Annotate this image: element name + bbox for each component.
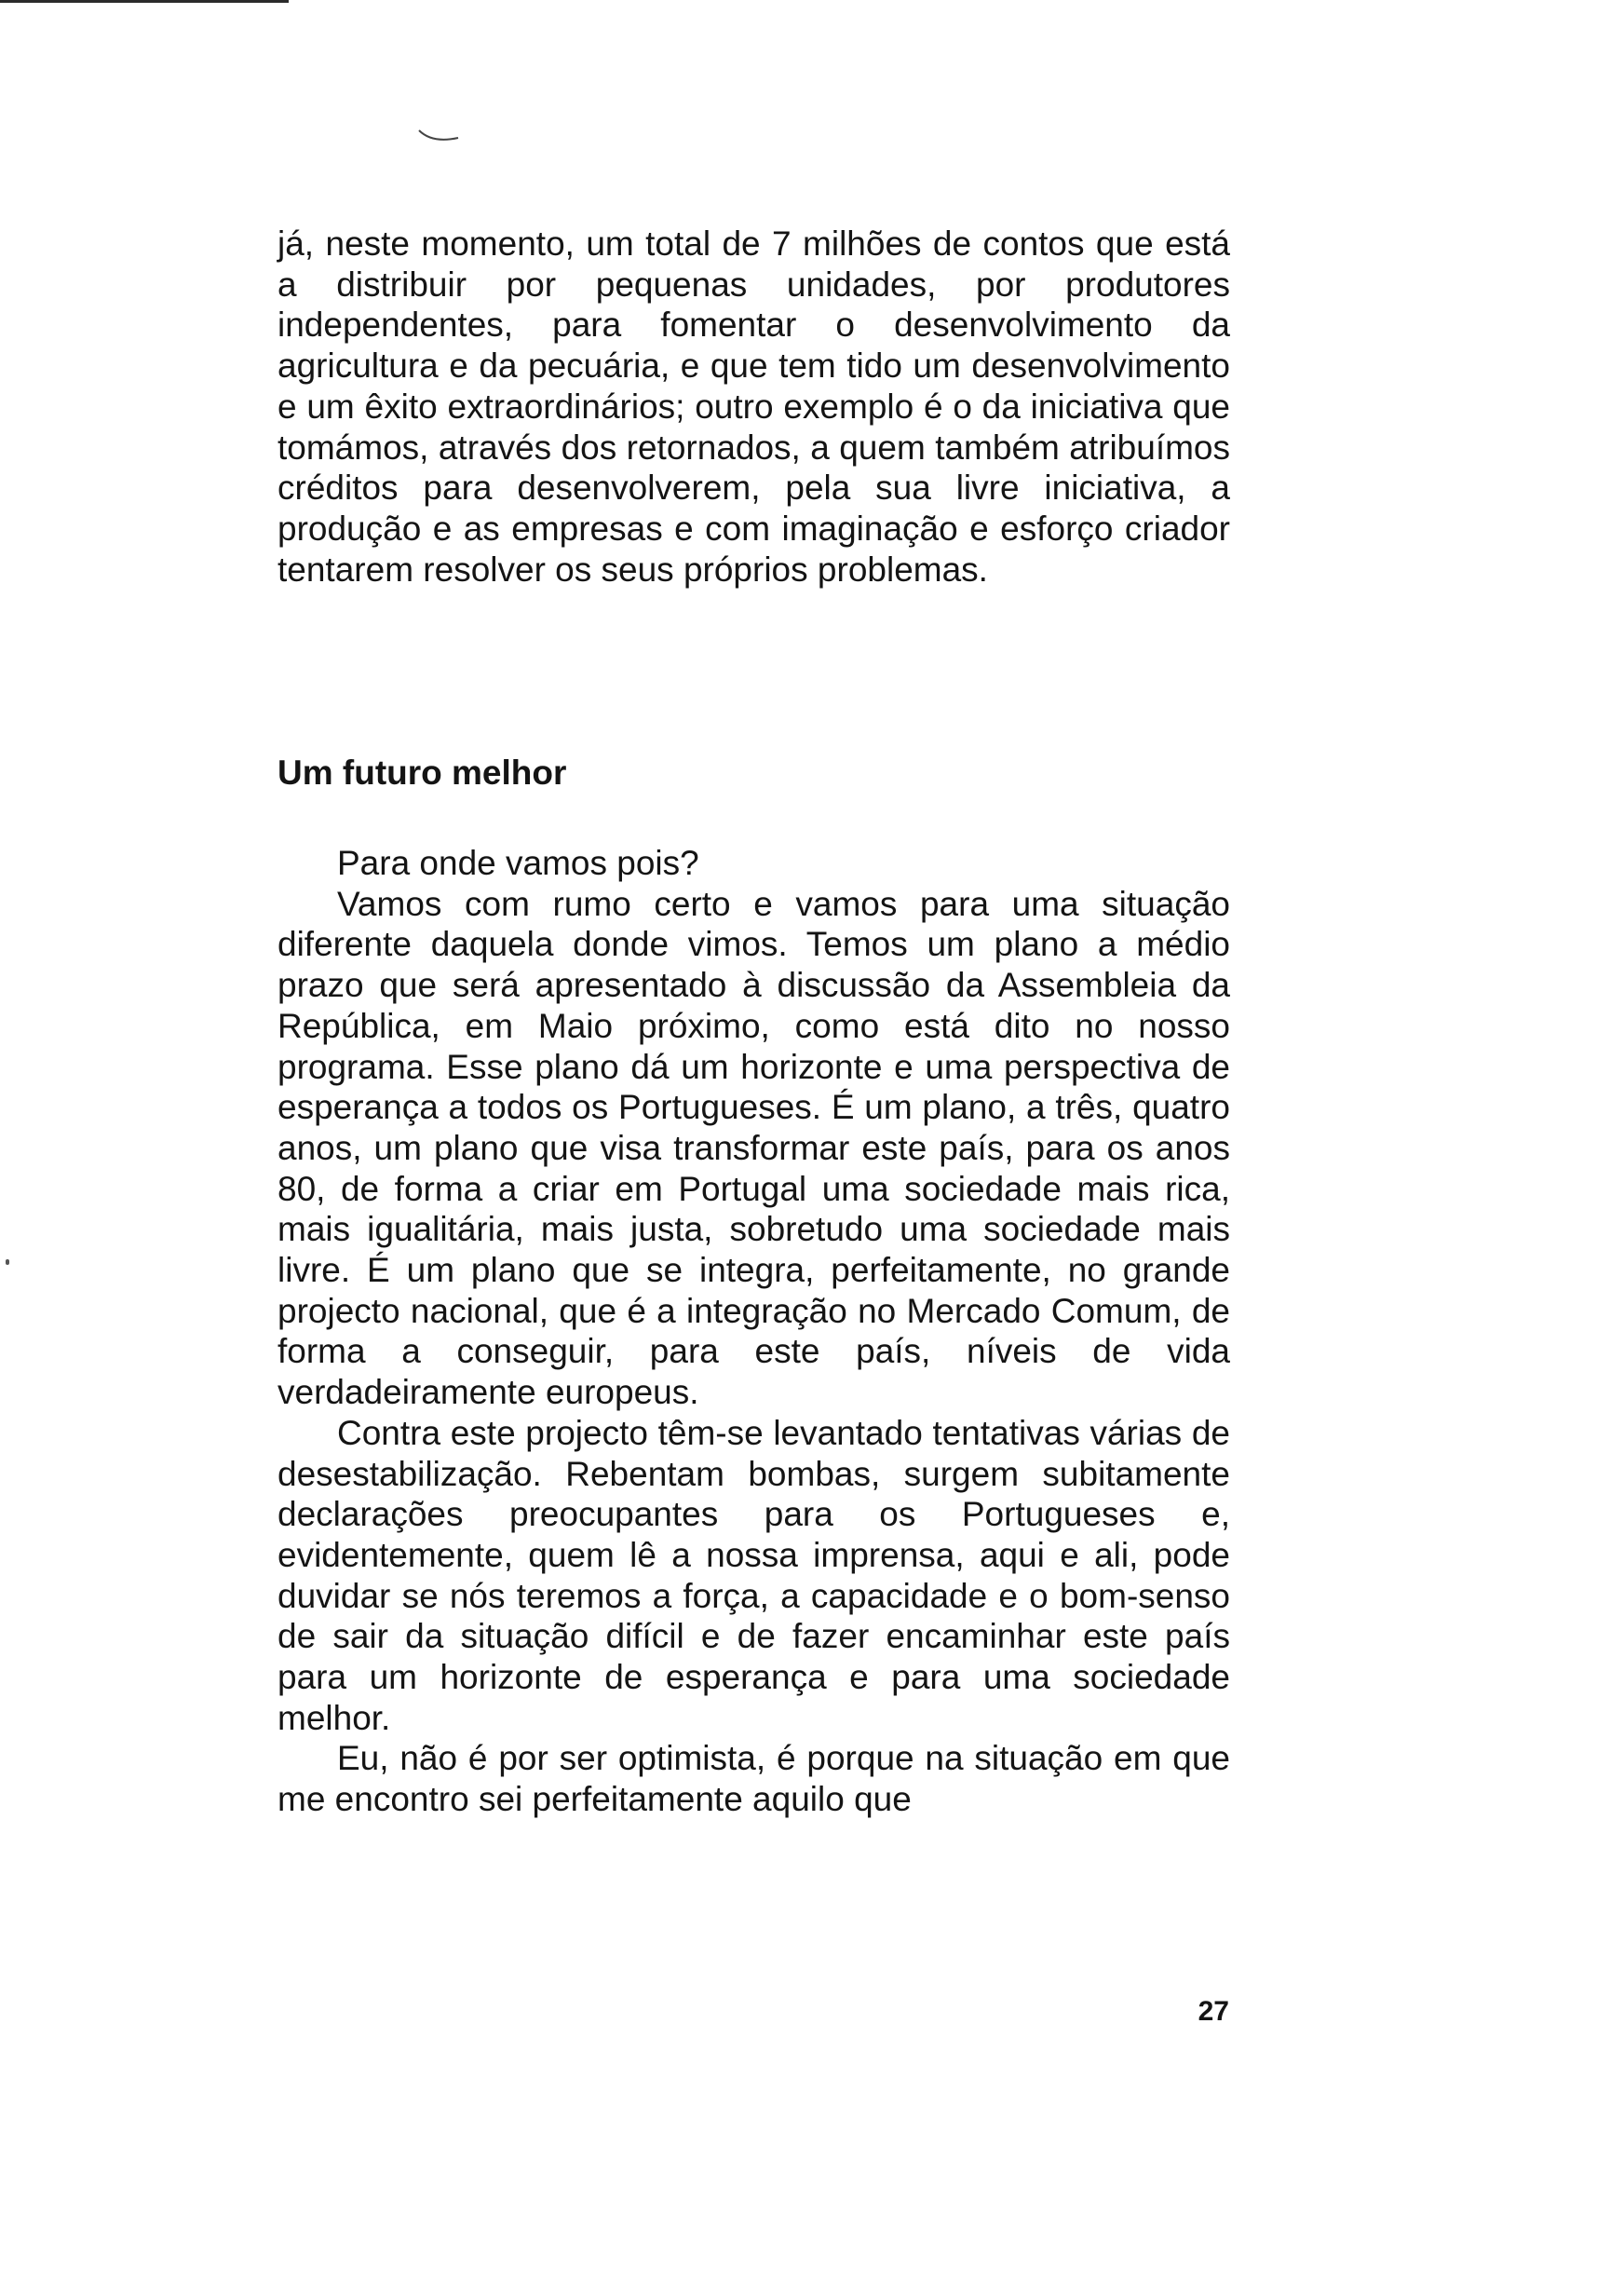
page-number: 27: [1198, 1996, 1229, 2027]
paragraph-closing: Eu, não é por ser optimista, é porque na situação em que me encontro sei perfeitamente aquilo que: [277, 1739, 1230, 1819]
top-edge-rule: [0, 0, 289, 3]
opening-paragraph: já, neste momento, um total de 7 milhões de contos que está a distribuir por pequenas unidades, por produtores independentes, para fomentar o desenvolvimento da agricultura e da pecuária, e que tem tido um desenvolvimento e um êxito extraordinários; outro exemplo é o da iniciativa que tomámos, através dos retornados, a quem também atribuímos créditos para desenvolverem, pela sua livre iniciativa, a produção e as empresas e com imaginação e esforço criador tentarem resolver os seus próprios problemas.: [277, 224, 1230, 589]
section-heading: Um futuro melhor: [277, 754, 567, 792]
section-text-block: [277, 843, 1230, 1820]
paragraph-destabilization: Contra este projecto têm-se levantado tentativas várias de desestabilização. Rebentam bombas, surgem subitamente declarações preocupantes para os Portugueses e, evidentemente, quem lê a nossa imprensa, aqui e ali, pode duvidar se nós teremos a força, a capacidade e o bom-senso de sair da situação difícil e de fazer encaminhar este país para um horizonte de esperança e para uma sociedade melhor.: [277, 1413, 1230, 1737]
scan-speck: [6, 1259, 9, 1265]
opening-text-block: [277, 224, 1230, 590]
paragraph-plan: Vamos com rumo certo e vamos para uma situação diferente daquela donde vimos. Temos um plano a médio prazo que será apresentado à discussão da Assembleia da República, em Maio próximo, como está dito no nosso programa. Esse plano dá um horizonte e uma perspectiva de esperança a todos os Portugueses. É um plano, a três, quatro anos, um plano que visa transformar este país, para os anos 80, de forma a criar em Portugal uma sociedade mais rica, mais igualitária, mais justa, sobretudo uma sociedade mais livre. É um plano que se integra, perfeitamente, no grande projecto nacional, que é a integração no Mercado Comum, de forma a conseguir, para este país, níveis de vida verdadeiramente europeus.: [277, 884, 1230, 1412]
paragraph-question: Para onde vamos pois?: [337, 844, 699, 882]
scan-mark: [417, 127, 460, 143]
